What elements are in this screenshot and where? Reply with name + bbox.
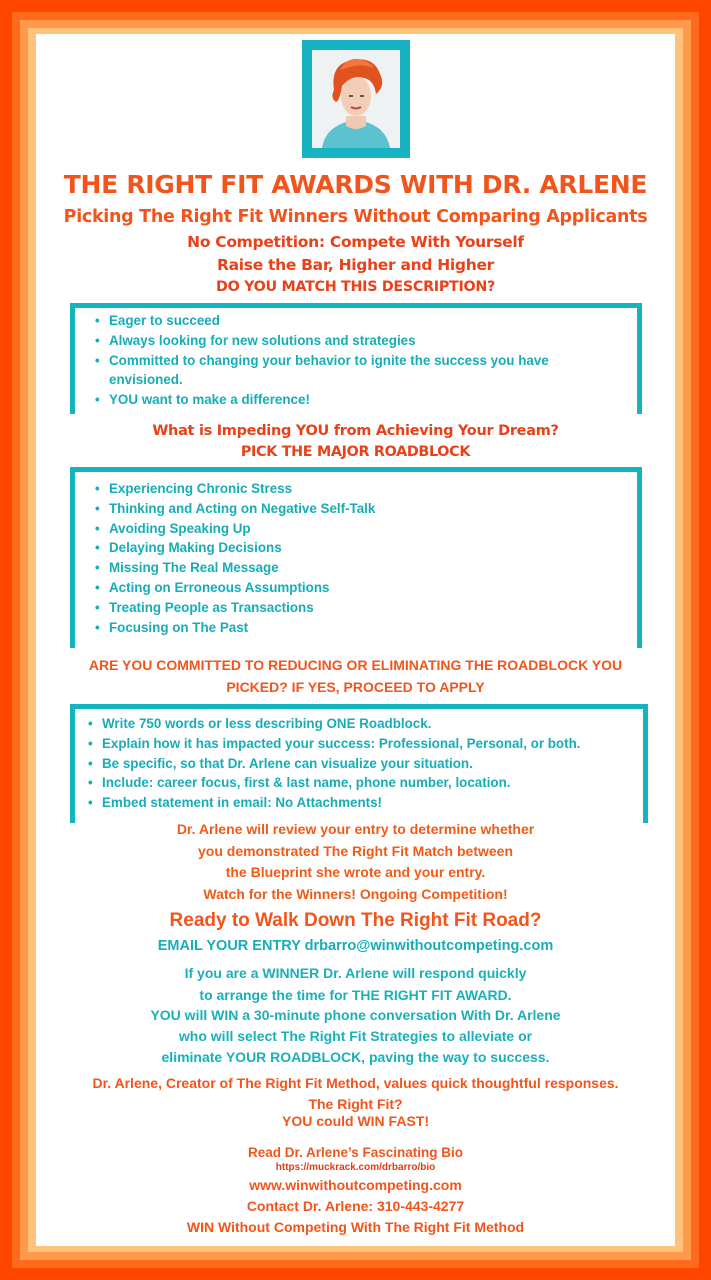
winner-line: YOU will WIN a 30-minute phone conversation With Dr. Arlene — [150, 1007, 561, 1023]
list-item: • YOU want to make a difference! — [92, 390, 549, 410]
page-title: THE RIGHT FIT AWARDS WITH DR. ARLENE — [63, 170, 648, 199]
list-item: • Committed to changing your behavior to ignite the success you have — [92, 351, 549, 371]
roadblock-heading: PICK THE MAJOR ROADBLOCK — [240, 444, 471, 460]
footer-tagline: WIN Without Competing With The Right Fit Method — [186, 1219, 525, 1235]
review-line: Dr. Arlene will review your entry to determine whether — [176, 821, 535, 837]
email-instruction[interactable]: EMAIL YOUR ENTRY drbarro@winwithoutcompeting.com — [157, 938, 554, 954]
winner-line: who will select The Right Fit Strategies to alleviate or — [178, 1028, 533, 1044]
portrait-photo — [312, 50, 400, 148]
apply-list — [85, 714, 580, 813]
roadblock-item: • Thinking and Acting on Negative Self-Talk — [92, 499, 375, 519]
commit-action: PICKED? IF YES, PROCEED TO APPLY — [226, 679, 485, 695]
review-line: the Blueprint she wrote and your entry. — [225, 864, 486, 880]
apply-item: • Include: career focus, first & last name, phone number, location. — [85, 773, 580, 793]
apply-item: • Be specific, so that Dr. Arlene can visualize your situation. — [85, 754, 580, 774]
portrait-frame — [302, 40, 410, 158]
list-item: • Always looking for new solutions and strategies — [92, 331, 549, 351]
review-line: Watch for the Winners! Ongoing Competition! — [203, 886, 508, 902]
list-item: • Eager to succeed — [92, 311, 549, 331]
winner-line: eliminate YOUR ROADBLOCK, paving the way to success. — [161, 1049, 550, 1065]
closing-line: Dr. Arlene, Creator of The Right Fit Method, values quick thoughtful responses. — [92, 1075, 619, 1091]
contact-phone: Contact Dr. Arlene: 310-443-4277 — [246, 1198, 465, 1214]
website-link[interactable]: www.winwithoutcompeting.com — [249, 1177, 462, 1193]
review-line: you demonstrated The Right Fit Match between — [197, 843, 514, 859]
apply-item: • Explain how it has impacted your success: Professional, Personal, or both. — [85, 734, 580, 754]
header-line-2: Raise the Bar, Higher and Higher — [216, 256, 495, 274]
winner-line: If you are a WINNER Dr. Arlene will respond quickly — [184, 965, 527, 981]
bio-url[interactable]: https://muckrack.com/drbarro/bio — [275, 1162, 436, 1173]
roadblock-item: • Acting on Erroneous Assumptions — [92, 578, 375, 598]
apply-item: • Write 750 words or less describing ONE Roadblock. — [85, 714, 580, 734]
list-item-continued: envisioned. — [109, 372, 183, 388]
page-subtitle: Picking The Right Fit Winners Without Comparing Applicants — [63, 207, 648, 227]
roadblock-item: • Missing The Real Message — [92, 558, 375, 578]
roadblock-item: • Experiencing Chronic Stress — [92, 479, 375, 499]
roadblock-item: • Delaying Making Decisions — [92, 538, 375, 558]
commit-question: ARE YOU COMMITTED TO REDUCING OR ELIMINATING THE ROADBLOCK YOU — [88, 657, 623, 673]
closing-line: The Right Fit? — [308, 1096, 403, 1112]
roadblock-item: • Treating People as Transactions — [92, 598, 375, 618]
roadblocks-list — [92, 479, 375, 637]
header-line-1: No Competition: Compete With Yourself — [187, 233, 524, 251]
header-line-3: DO YOU MATCH THIS DESCRIPTION? — [216, 279, 495, 295]
closing-line: YOU could WIN FAST! — [282, 1113, 429, 1129]
roadblock-item: • Focusing on The Past — [92, 618, 375, 638]
description-list — [92, 311, 549, 410]
bio-link[interactable]: Read Dr. Arlene’s Fascinating Bio — [247, 1145, 464, 1160]
winner-line: to arrange the time for THE RIGHT FIT AWARD. — [199, 987, 512, 1003]
roadblock-question: What is Impeding YOU from Achieving Your Dream? — [152, 423, 559, 439]
roadblock-item: • Avoiding Speaking Up — [92, 519, 375, 539]
apply-item: • Embed statement in email: No Attachments! — [85, 793, 580, 813]
cta-heading: Ready to Walk Down The Right Fit Road? — [169, 910, 542, 931]
